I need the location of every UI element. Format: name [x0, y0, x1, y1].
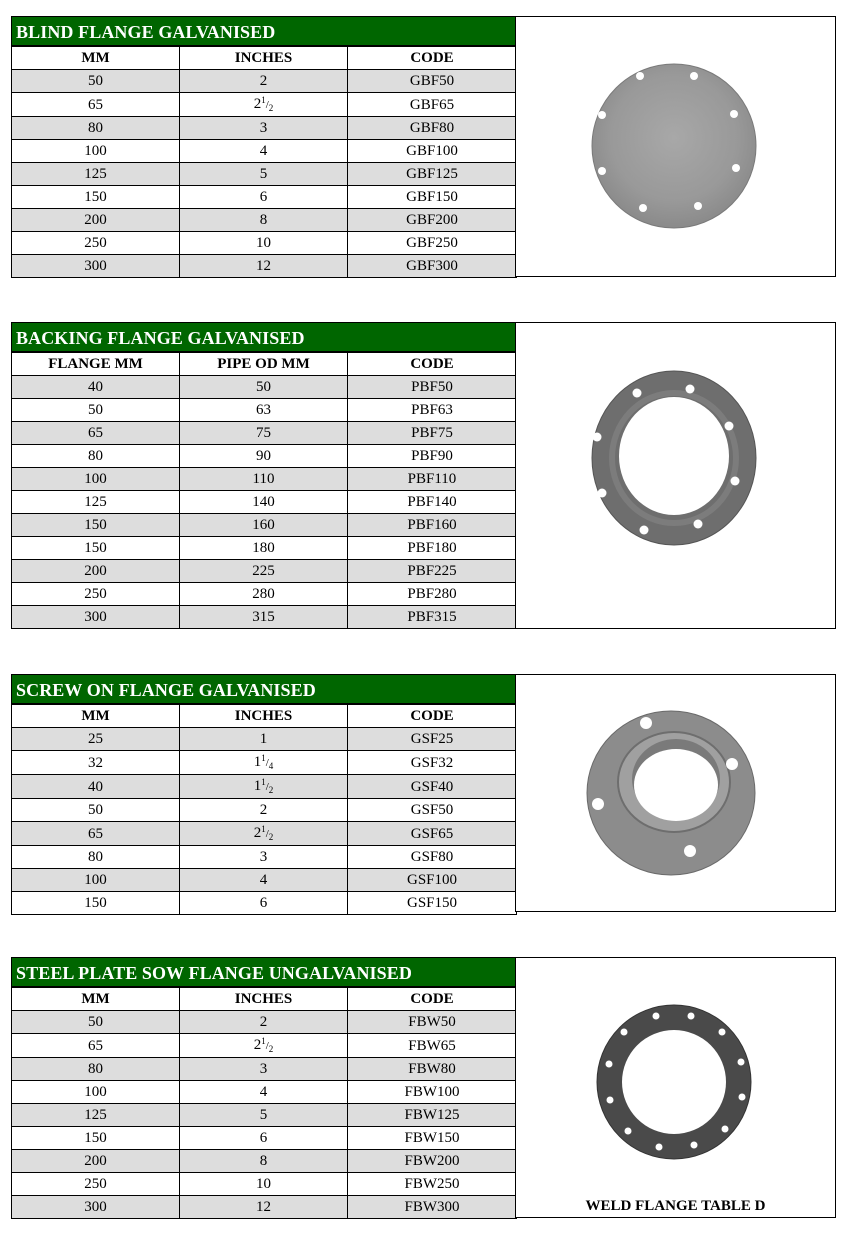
size-cell: 200	[12, 209, 180, 232]
whole-value: 160	[252, 517, 275, 533]
image-caption: WELD FLANGE TABLE D	[585, 1198, 766, 1214]
whole-value: 5	[259, 166, 268, 182]
table-row	[12, 1081, 517, 1104]
code-cell: GSF50	[348, 799, 517, 822]
product-table	[11, 46, 517, 278]
table-row	[12, 1173, 517, 1196]
table-row	[12, 209, 517, 232]
table-title: STEEL PLATE SOW FLANGE UNGALVANISED	[11, 957, 516, 987]
code-cell: FBW100	[348, 1081, 517, 1104]
table-row	[12, 1058, 517, 1081]
steel-plate-flange-table	[11, 957, 516, 1219]
second-size-cell	[180, 846, 348, 869]
size-cell: 65	[12, 1034, 180, 1058]
table-title: BACKING FLANGE GALVANISED	[11, 322, 516, 352]
table-row	[12, 1104, 517, 1127]
code-cell: PBF63	[348, 399, 517, 422]
second-size-cell	[180, 892, 348, 915]
fraction-slash: /	[265, 781, 269, 793]
backing-flange-image-box	[515, 322, 836, 629]
size-cell: 80	[12, 445, 180, 468]
table-row	[12, 491, 517, 514]
size-cell: 150	[12, 1127, 180, 1150]
code-cell: GSF40	[348, 775, 517, 799]
size-cell: 65	[12, 93, 180, 117]
table-title: SCREW ON FLANGE GALVANISED	[11, 674, 516, 704]
size-cell: 100	[12, 468, 180, 491]
size-cell: 32	[12, 751, 180, 775]
size-cell: 250	[12, 1173, 180, 1196]
table-row	[12, 1127, 517, 1150]
code-cell: GSF150	[348, 892, 517, 915]
table-row	[12, 70, 517, 93]
second-size-cell	[180, 1150, 348, 1173]
second-size-cell	[180, 209, 348, 232]
column-header: CODE	[348, 353, 517, 376]
code-cell: PBF315	[348, 606, 517, 629]
second-size-cell	[180, 422, 348, 445]
table-row	[12, 422, 517, 445]
product-table	[11, 352, 517, 629]
second-size-cell	[180, 514, 348, 537]
column-header: MM	[12, 47, 180, 70]
table-row	[12, 255, 517, 278]
whole-value: 2	[259, 1014, 268, 1030]
second-size-cell	[180, 376, 348, 399]
second-size-cell	[180, 1058, 348, 1081]
column-header: FLANGE MM	[12, 353, 180, 376]
table-row	[12, 846, 517, 869]
table-row	[12, 468, 517, 491]
whole-value: 2	[253, 96, 262, 112]
whole-value: 12	[256, 258, 271, 274]
table-row	[12, 232, 517, 255]
whole-value: 1	[253, 778, 262, 794]
table-row	[12, 606, 517, 629]
whole-value: 4	[259, 872, 268, 888]
header-row	[12, 705, 517, 728]
header-row	[12, 353, 517, 376]
second-size-cell	[180, 445, 348, 468]
whole-value: 6	[259, 1130, 268, 1146]
code-cell: FBW50	[348, 1011, 517, 1034]
code-cell: GBF200	[348, 209, 517, 232]
whole-value: 225	[252, 563, 275, 579]
code-cell: PBF110	[348, 468, 517, 491]
column-header: CODE	[348, 705, 517, 728]
size-cell: 300	[12, 255, 180, 278]
second-size-cell	[180, 1173, 348, 1196]
code-cell: GSF32	[348, 751, 517, 775]
whole-value: 2	[253, 825, 262, 841]
backing-flange-section	[11, 322, 836, 629]
code-cell: GSF80	[348, 846, 517, 869]
code-cell: FBW200	[348, 1150, 517, 1173]
second-size-cell	[180, 491, 348, 514]
column-header: INCHES	[180, 705, 348, 728]
second-size-cell	[180, 468, 348, 491]
fraction-slash: /	[265, 757, 269, 769]
code-cell: GBF50	[348, 70, 517, 93]
steel-plate-flange-section	[11, 957, 836, 1218]
size-cell: 40	[12, 775, 180, 799]
table-row	[12, 537, 517, 560]
second-size-cell	[180, 560, 348, 583]
code-cell: PBF225	[348, 560, 517, 583]
size-cell: 125	[12, 491, 180, 514]
second-size-cell	[180, 93, 348, 117]
second-size-cell	[180, 1011, 348, 1034]
fraction-slash: /	[265, 1040, 269, 1052]
backing-flange-icon	[516, 323, 837, 630]
fraction-denominator: 2	[268, 1044, 274, 1054]
size-cell: 100	[12, 1081, 180, 1104]
code-cell: PBF75	[348, 422, 517, 445]
code-cell: GSF65	[348, 822, 517, 846]
table-row	[12, 892, 517, 915]
whole-value: 5	[259, 1107, 268, 1123]
table-row	[12, 514, 517, 537]
code-cell: PBF280	[348, 583, 517, 606]
table-row	[12, 445, 517, 468]
screw-on-flange-table	[11, 674, 516, 915]
blind-flange-table	[11, 16, 516, 278]
blind-flange-image-box	[515, 16, 836, 277]
size-cell: 125	[12, 163, 180, 186]
second-size-cell	[180, 537, 348, 560]
size-cell: 100	[12, 140, 180, 163]
size-cell: 65	[12, 422, 180, 445]
code-cell: FBW250	[348, 1173, 517, 1196]
code-cell: GBF150	[348, 186, 517, 209]
whole-value: 4	[259, 143, 268, 159]
table-row	[12, 399, 517, 422]
whole-value: 63	[256, 402, 271, 418]
whole-value: 2	[259, 73, 268, 89]
whole-value: 280	[252, 586, 275, 602]
fraction-slash: /	[265, 99, 269, 111]
whole-value: 6	[259, 895, 268, 911]
size-cell: 200	[12, 560, 180, 583]
second-size-cell	[180, 606, 348, 629]
size-cell: 150	[12, 186, 180, 209]
table-row	[12, 1196, 517, 1219]
second-size-cell	[180, 822, 348, 846]
whole-value: 8	[259, 212, 268, 228]
code-cell: FBW65	[348, 1034, 517, 1058]
second-size-cell	[180, 1127, 348, 1150]
size-cell: 150	[12, 537, 180, 560]
fraction-numerator: 1	[261, 753, 266, 763]
screw-on-flange-section	[11, 674, 836, 912]
weld-flange-image-box	[515, 957, 836, 1218]
size-cell: 100	[12, 869, 180, 892]
size-cell: 200	[12, 1150, 180, 1173]
column-header: PIPE OD MM	[180, 353, 348, 376]
table-row	[12, 93, 517, 117]
column-header: CODE	[348, 988, 517, 1011]
code-cell: GBF65	[348, 93, 517, 117]
table-row	[12, 775, 517, 799]
second-size-cell	[180, 751, 348, 775]
second-size-cell	[180, 117, 348, 140]
size-cell: 150	[12, 892, 180, 915]
whole-value: 75	[256, 425, 271, 441]
second-size-cell	[180, 799, 348, 822]
table-row	[12, 822, 517, 846]
whole-value: 12	[256, 1199, 271, 1215]
code-cell: FBW300	[348, 1196, 517, 1219]
weld-flange-icon	[516, 958, 837, 1219]
whole-value: 110	[252, 471, 275, 487]
column-header: INCHES	[180, 47, 348, 70]
fraction-numerator: 1	[261, 95, 266, 105]
whole-value: 4	[259, 1084, 268, 1100]
code-cell: FBW125	[348, 1104, 517, 1127]
whole-value: 315	[252, 609, 275, 625]
header-row	[12, 47, 517, 70]
blind-flange-icon	[516, 17, 837, 278]
second-size-cell	[180, 775, 348, 799]
screw-on-flange-image-box	[515, 674, 836, 912]
table-row	[12, 140, 517, 163]
column-header: INCHES	[180, 988, 348, 1011]
size-cell: 250	[12, 232, 180, 255]
fraction-numerator: 1	[261, 824, 266, 834]
whole-value: 1	[253, 754, 262, 770]
second-size-cell	[180, 869, 348, 892]
fraction-numerator: 1	[261, 1036, 266, 1046]
size-cell: 50	[12, 70, 180, 93]
code-cell: GBF125	[348, 163, 517, 186]
size-cell: 25	[12, 728, 180, 751]
second-size-cell	[180, 140, 348, 163]
whole-value: 10	[256, 1176, 271, 1192]
second-size-cell	[180, 1104, 348, 1127]
table-row	[12, 163, 517, 186]
backing-flange-table	[11, 322, 516, 629]
whole-value: 2	[253, 1037, 262, 1053]
product-table	[11, 987, 517, 1219]
code-cell: GSF100	[348, 869, 517, 892]
table-row	[12, 583, 517, 606]
column-header: MM	[12, 705, 180, 728]
code-cell: GBF300	[348, 255, 517, 278]
column-header: CODE	[348, 47, 517, 70]
whole-value: 50	[256, 379, 271, 395]
table-row	[12, 869, 517, 892]
size-cell: 150	[12, 514, 180, 537]
second-size-cell	[180, 728, 348, 751]
code-cell: GBF100	[348, 140, 517, 163]
whole-value: 90	[256, 448, 271, 464]
size-cell: 50	[12, 1011, 180, 1034]
whole-value: 10	[256, 235, 271, 251]
whole-value: 1	[259, 731, 268, 747]
code-cell: PBF160	[348, 514, 517, 537]
second-size-cell	[180, 583, 348, 606]
second-size-cell	[180, 186, 348, 209]
table-row	[12, 560, 517, 583]
size-cell: 40	[12, 376, 180, 399]
code-cell: PBF90	[348, 445, 517, 468]
second-size-cell	[180, 399, 348, 422]
whole-value: 6	[259, 189, 268, 205]
second-size-cell	[180, 70, 348, 93]
whole-value: 3	[259, 120, 268, 136]
size-cell: 80	[12, 1058, 180, 1081]
table-row	[12, 376, 517, 399]
second-size-cell	[180, 1196, 348, 1219]
table-row	[12, 728, 517, 751]
code-cell: PBF140	[348, 491, 517, 514]
whole-value: 3	[259, 849, 268, 865]
second-size-cell	[180, 1034, 348, 1058]
column-header: MM	[12, 988, 180, 1011]
table-row	[12, 1034, 517, 1058]
size-cell: 250	[12, 583, 180, 606]
fraction-numerator: 1	[261, 777, 266, 787]
fraction-denominator: 2	[268, 103, 274, 113]
header-row	[12, 988, 517, 1011]
fraction-slash: /	[265, 828, 269, 840]
table-row	[12, 1011, 517, 1034]
fraction-denominator: 4	[268, 761, 274, 771]
table-row	[12, 1150, 517, 1173]
screw-on-flange-icon	[516, 675, 837, 913]
size-cell: 65	[12, 822, 180, 846]
table-row	[12, 117, 517, 140]
code-cell: GSF25	[348, 728, 517, 751]
whole-value: 3	[259, 1061, 268, 1077]
second-size-cell	[180, 255, 348, 278]
blind-flange-section	[11, 16, 836, 277]
code-cell: PBF180	[348, 537, 517, 560]
code-cell: GBF80	[348, 117, 517, 140]
second-size-cell	[180, 232, 348, 255]
code-cell: GBF250	[348, 232, 517, 255]
size-cell: 300	[12, 1196, 180, 1219]
whole-value: 140	[252, 494, 275, 510]
whole-value: 180	[252, 540, 275, 556]
whole-value: 8	[259, 1153, 268, 1169]
product-table	[11, 704, 517, 915]
whole-value: 2	[259, 802, 268, 818]
code-cell: PBF50	[348, 376, 517, 399]
second-size-cell	[180, 1081, 348, 1104]
table-row	[12, 186, 517, 209]
code-cell: FBW80	[348, 1058, 517, 1081]
size-cell: 300	[12, 606, 180, 629]
size-cell: 80	[12, 846, 180, 869]
size-cell: 50	[12, 399, 180, 422]
fraction-denominator: 2	[268, 785, 274, 795]
fraction-denominator: 2	[268, 832, 274, 842]
size-cell: 50	[12, 799, 180, 822]
table-row	[12, 751, 517, 775]
table-title: BLIND FLANGE GALVANISED	[11, 16, 516, 46]
table-row	[12, 799, 517, 822]
code-cell: FBW150	[348, 1127, 517, 1150]
size-cell: 125	[12, 1104, 180, 1127]
second-size-cell	[180, 163, 348, 186]
size-cell: 80	[12, 117, 180, 140]
